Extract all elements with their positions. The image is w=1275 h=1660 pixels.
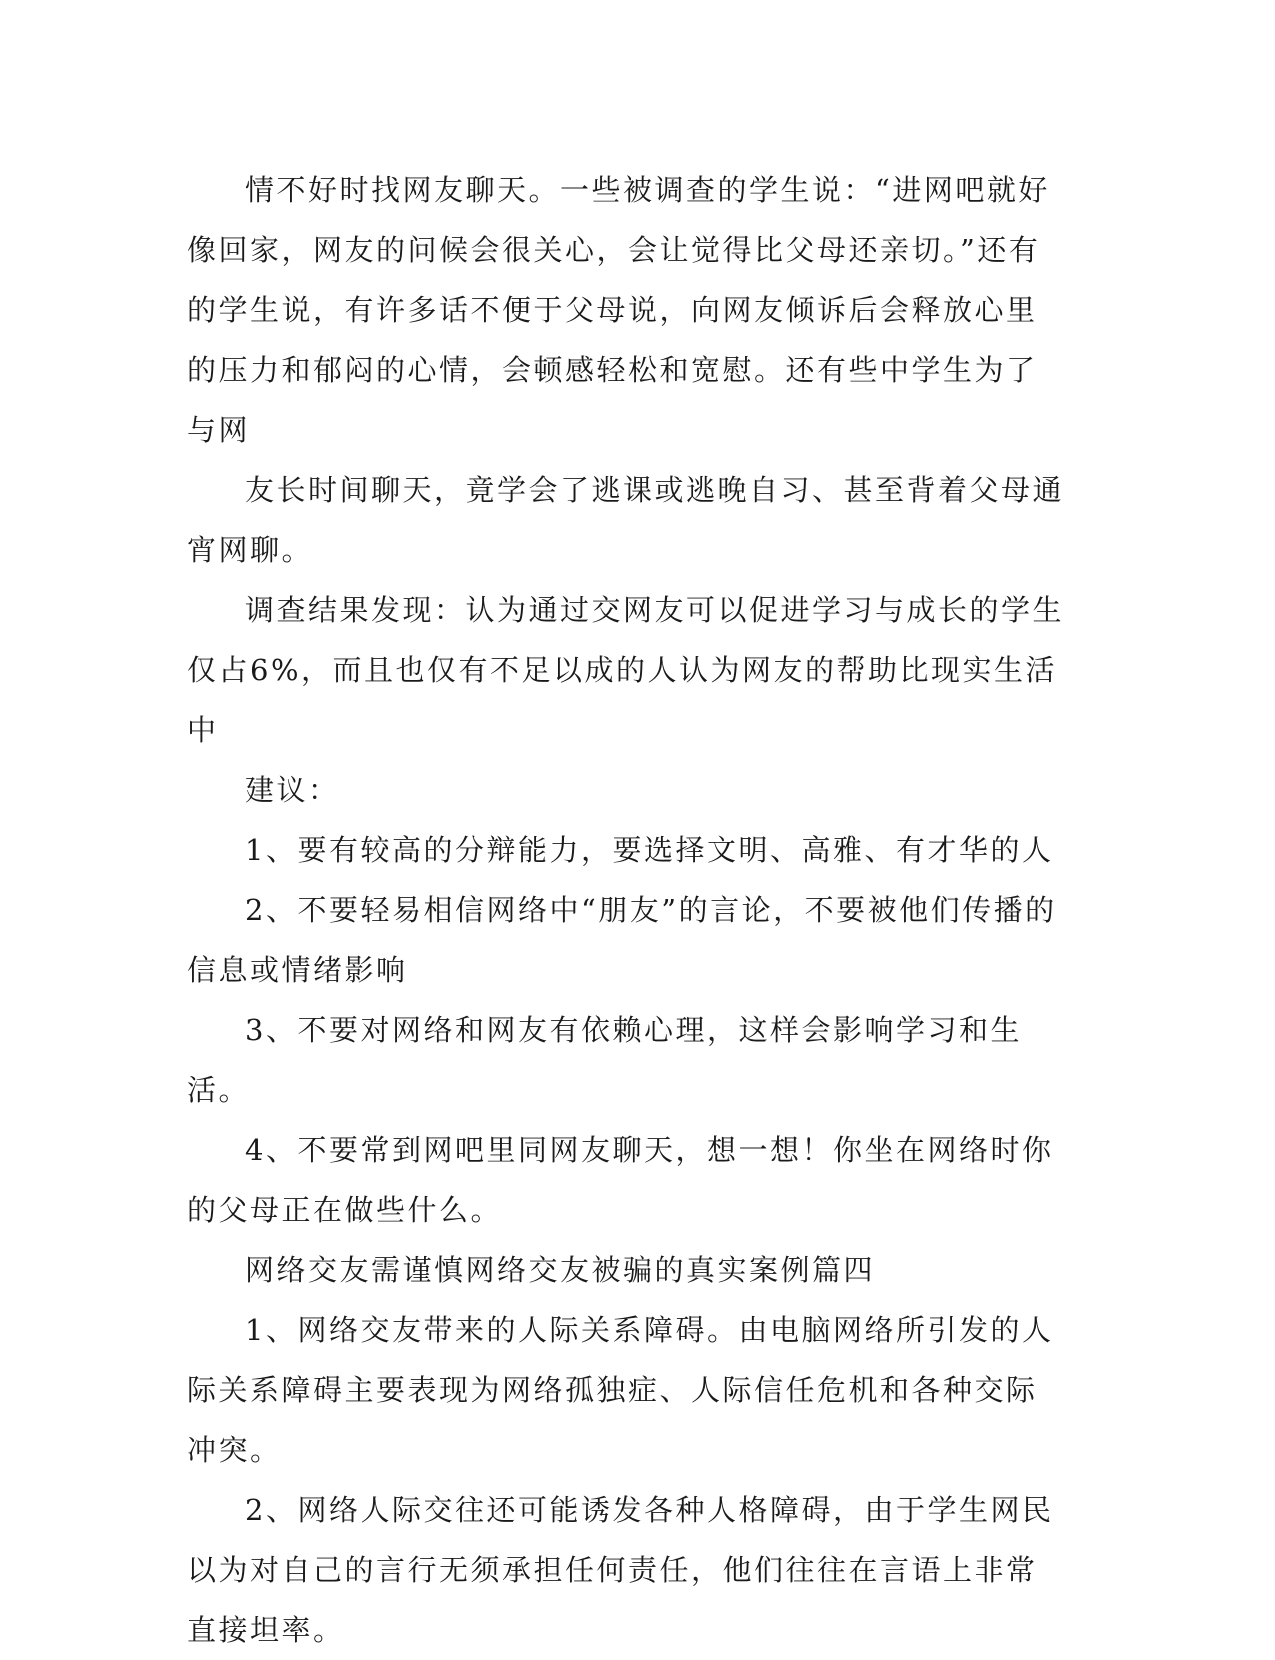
paragraph-10: 1、网络交友带来的人际关系障碍。由电脑网络所引发的人际关系障碍主要表现为网络孤独症、人际信任危机和各种交际冲突。 <box>187 1313 1054 1467</box>
paragraph-8: 4、不要常到网吧里同网友聊天，想一想！你坐在网络时你的父母正在做些什么。 <box>187 1133 1054 1227</box>
paragraph-6: 2、不要轻易相信网络中“朋友”的言论，不要被他们传播的信息或情绪影响 <box>187 893 1057 987</box>
paragraph-1: 情不好时找网友聊天。一些被调查的学生说：“进网吧就好像回家，网友的问候会很关心，会让觉得比父母还亲切。”还有的学生说，有许多话不便于父母说，向网友倾诉后会释放心里的压力和郁闷的心情，会顿感轻松和宽慰。还有些中学生为了与网 <box>187 173 1050 447</box>
paragraph-7: 3、不要对网络和网友有依赖心理，这样会影响学习和生活。 <box>187 1013 1022 1107</box>
paragraph-3: 调查结果发现：认为通过交网友可以促进学习与成长的学生仅占6%，而且也仅有不足以成的人认为网友的帮助比现实生活中 <box>187 593 1065 747</box>
paragraph-5: 1、要有较高的分辩能力，要选择文明、高雅、有才华的人 <box>245 833 1054 867</box>
document-body <box>187 160 1067 1660</box>
paragraph-2: 友长时间聊天，竟学会了逃课或逃晚自习、甚至背着父母通宵网聊。 <box>187 473 1065 567</box>
paragraph-9: 网络交友需谨慎网络交友被骗的真实案例篇四 <box>245 1253 876 1287</box>
paragraph-11: 2、网络人际交往还可能诱发各种人格障碍，由于学生网民以为对自己的言行无须承担任何责任，他们往往在言语上非常直接坦率。 <box>187 1493 1054 1647</box>
paragraph-4: 建议： <box>245 773 340 807</box>
